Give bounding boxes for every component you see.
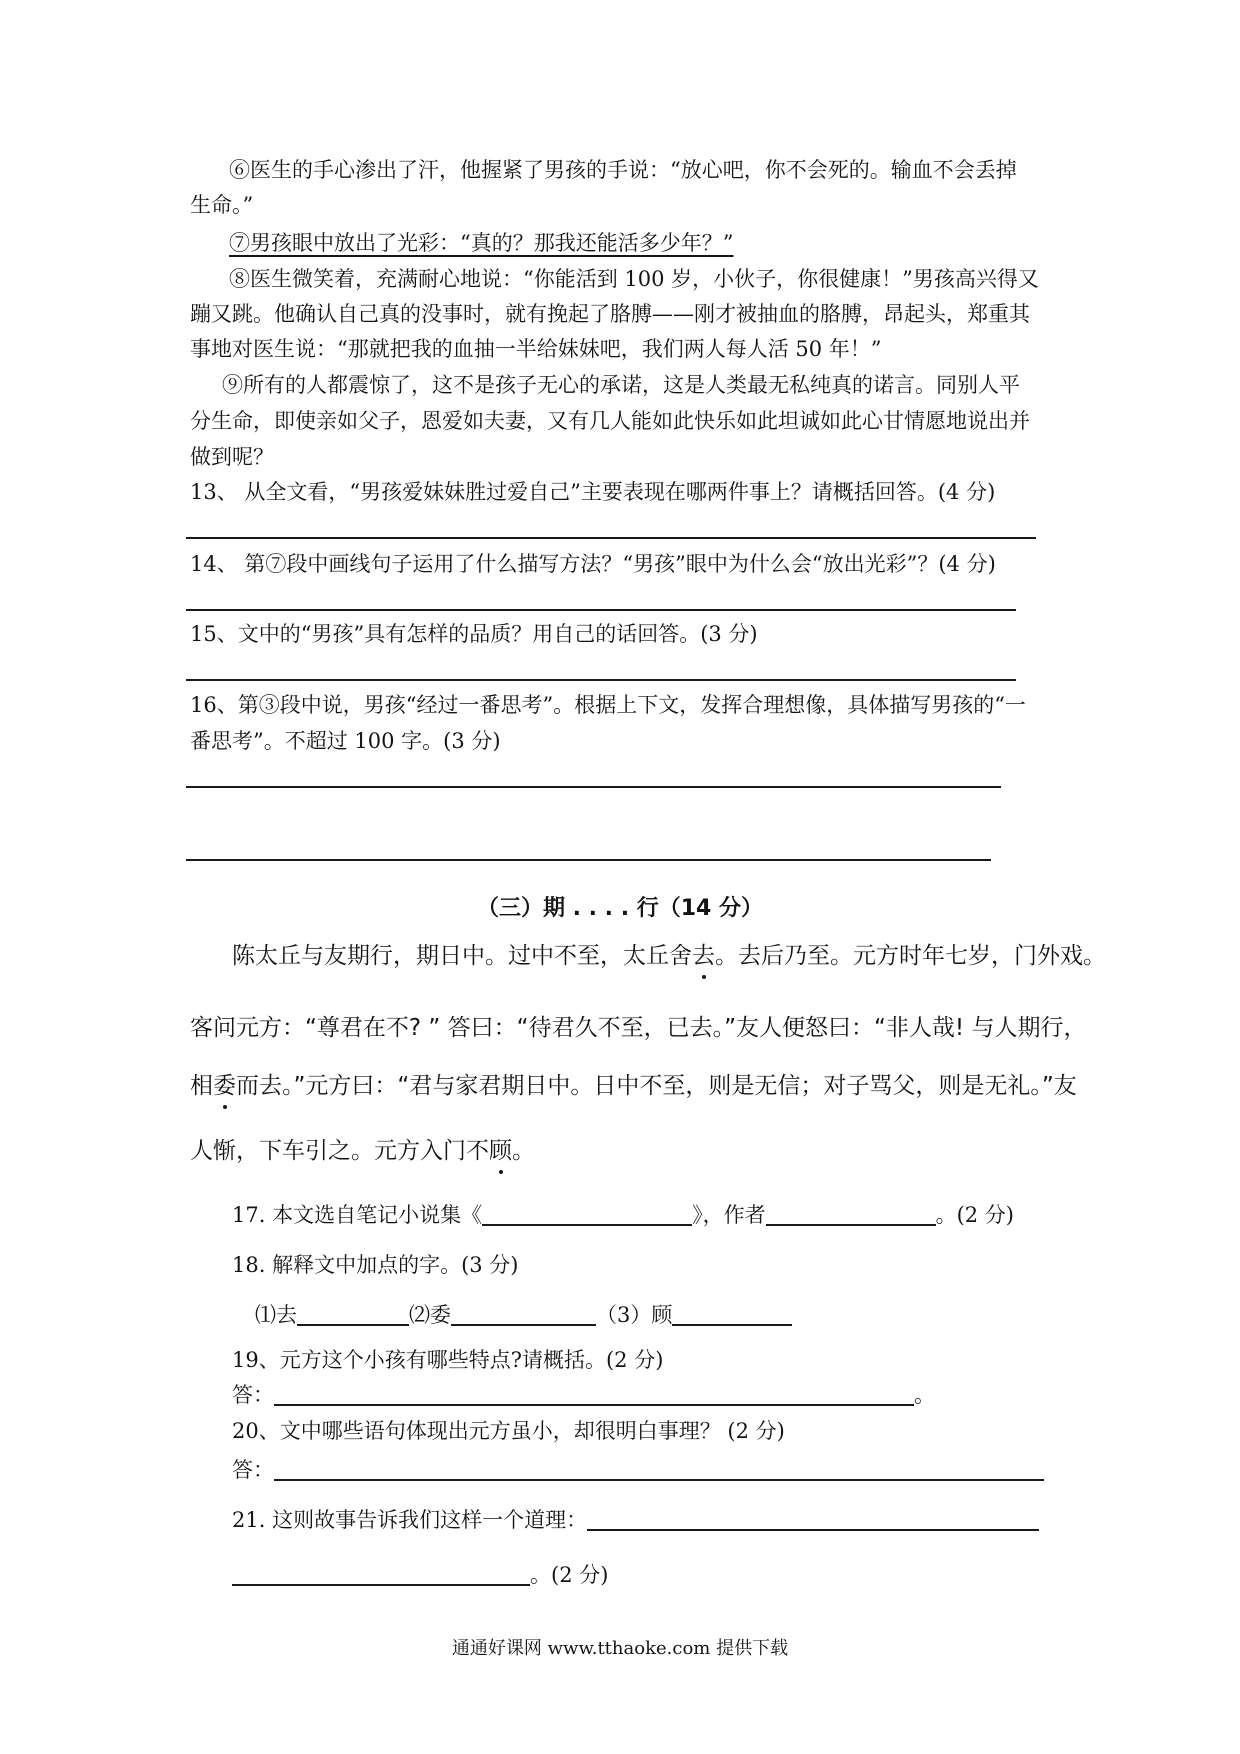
answer-20 <box>232 1455 1044 1485</box>
book-title-blank[interactable] <box>482 1202 692 1226</box>
question-21 <box>232 1505 1039 1535</box>
q17-prefix: 17. 本文选自笔记小说集《 <box>232 1203 483 1227</box>
section-3-title: （三）期 . . . . 行（14 分） <box>476 896 763 921</box>
question-20: 20、文中哪些语句体现出元方虽小，却很明白事理？ (2 分) <box>232 1419 785 1443</box>
classical-text-line-3: 相委而去。”元方曰：“君与家君期日中。日中不至，则是无信；对子骂父，则是无礼。”友 <box>190 1070 1077 1102</box>
question-15: 15、文中的“男孩”具有怎样的品质？用自己的话回答。(3 分) <box>190 622 758 646</box>
q17-suffix: 。(2 分) <box>935 1203 1014 1227</box>
answer-19-blank[interactable] <box>274 1382 914 1406</box>
question-13: 13、 从全文看，“男孩爱妹妹胜过爱自己”主要表现在哪两件事上？请概括回答。(4 分) <box>190 480 996 504</box>
answer-21-blank-b[interactable] <box>232 1562 530 1586</box>
question-18: 18. 解释文中加点的字。(3 分) <box>232 1253 519 1277</box>
q17-mid: 》，作者 <box>692 1203 766 1227</box>
paragraph-9-line-1: ⑨所有的人都震惊了，这不是孩子无心的承诺，这是人类最无私纯真的诺言。同别人平 <box>222 373 1020 397</box>
q21-text: 21. 这则故事告诉我们这样一个道理： <box>232 1508 588 1532</box>
question-16-line-1: 16、第③段中说，男孩“经过一番思考”。根据上下文，发挥合理想像，具体描写男孩的“一 <box>190 693 1026 717</box>
answer-21-line-2 <box>232 1560 608 1590</box>
paragraph-7-underlined: ⑦男孩眼中放出了光彩：“真的？那我还能活多少年？” <box>229 231 734 255</box>
q18-blank-3[interactable] <box>672 1302 792 1326</box>
paragraph-6-line-1: ⑥医生的手心渗出了汗，他握紧了男孩的手说：“放心吧，你不会死的。输血不会丢掉 <box>229 158 1017 182</box>
question-19: 19、元方这个小孩有哪些特点?请概括。(2 分) <box>232 1348 664 1372</box>
question-17 <box>232 1200 1014 1230</box>
classical-text-line-1: 陈太丘与友期行，期日中。过中不至，太丘舍去。去后乃至。元方时年七岁，门外戏。 <box>232 940 1106 972</box>
q18-item-3: （3）顾 <box>596 1303 673 1327</box>
answer-line-14[interactable] <box>186 609 1016 611</box>
paragraph-8-line-2: 蹦又跳。他确认自己真的没事时，就有挽起了胳膊——刚才被抽血的胳膊，昂起头，郑重其 <box>190 302 1030 326</box>
page-footer: 通通好课网 www.tthaoke.com 提供下载 <box>451 1638 789 1659</box>
question-16-line-2: 番思考”。不超过 100 字。(3 分) <box>190 729 501 753</box>
q21-end: 。(2 分) <box>530 1563 609 1587</box>
q18-blank-2[interactable] <box>451 1302 596 1326</box>
paragraph-8-line-1: ⑧医生微笑着，充满耐心地说：“你能活到 100 岁，小伙子，你很健康！”男孩高兴得又 <box>229 267 1039 291</box>
author-blank[interactable] <box>766 1202 936 1226</box>
answer-20-label: 答： <box>232 1458 274 1482</box>
answer-21-blank-a[interactable] <box>587 1507 1039 1531</box>
question-14: 14、 第⑦段中画线句子运用了什么描写方法？“男孩”眼中为什么会“放出光彩”？(4 分) <box>190 552 996 576</box>
q18-blank-1[interactable] <box>297 1302 409 1326</box>
answer-20-blank[interactable] <box>274 1457 1044 1481</box>
classical-text-line-2: 客问元方：“尊君在不? ” 答曰：“待君久不至，已去。”友人便怒曰：“非人哉! 与人期行， <box>190 1015 1087 1041</box>
answer-19 <box>232 1380 935 1410</box>
paragraph-9-line-3: 做到呢？ <box>190 445 274 469</box>
q18-item-2: ⑵委 <box>409 1303 451 1327</box>
paragraph-8-line-3: 事地对医生说：“那就把我的血抽一半给妹妹吧，我们两人每人活 50 年！” <box>190 337 882 361</box>
classical-text-line-4: 人惭，下车引之。元方入门不顾。 <box>190 1135 535 1167</box>
answer-line-16b[interactable] <box>186 859 991 861</box>
answer-line-15[interactable] <box>186 679 1016 681</box>
answer-19-end: 。 <box>914 1383 935 1407</box>
paragraph-6-line-2: 生命。” <box>190 193 254 217</box>
answer-line-13[interactable] <box>186 537 1036 539</box>
answer-line-16a[interactable] <box>186 786 1001 788</box>
q18-item-1: ⑴去 <box>255 1303 297 1327</box>
answer-19-label: 答： <box>232 1383 274 1407</box>
paragraph-9-line-2: 分生命，即使亲如父子，恩爱如夫妻，又有几人能如此快乐如此坦诚如此心甘情愿地说出并 <box>190 409 1030 433</box>
question-18-blanks <box>255 1300 792 1330</box>
